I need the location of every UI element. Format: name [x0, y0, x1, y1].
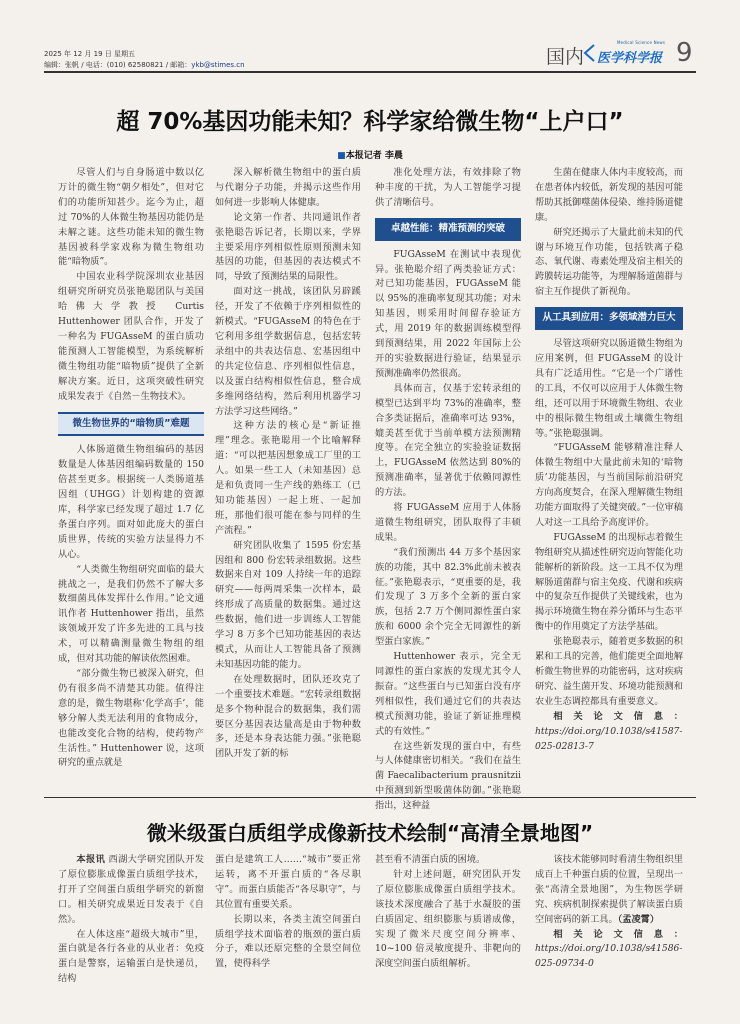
paragraph: 在这些新发现的蛋白中，有些与人体健康密切相关。“我们在益生菌 Faecalibacterium prausnitzii 中预测到新型吸菌体防御。”张艳聪指出，这种益: [375, 740, 521, 812]
article2-column-2: [215, 853, 361, 972]
paragraph: 中国农业科学院深圳农业基因组研究所研究员张艳聪团队与美国哈佛大学教授 Curtis Huttenhower 团队合作，开发了一种名为 FUGAsseM 的蛋白质功能预测人工智能模型，为系统解析微生物组功能“暗物质”提供了全新解决方案。近日，这项突破性研究成果发表于《自然－生物技术》。: [58, 271, 204, 402]
article2-column-4: [535, 853, 683, 972]
lead-label: 本报讯: [76, 854, 106, 865]
article1-column-2: [215, 166, 361, 762]
brand-small: Medical Science News: [617, 40, 666, 45]
page-number: 9: [676, 38, 693, 68]
reference: [535, 928, 683, 973]
dateline: 2025 年 12 月 19 日 星期五: [44, 50, 135, 58]
article2-headline: 微米级蛋白质组学成像新技术绘制“高清全景地图”: [146, 821, 594, 845]
paragraph: 长期以来，各类主流空间蛋白质组学技术面临着的瓶颈的蛋白质分子，难以还原完整的全景空间位置，使得科学: [215, 913, 361, 970]
editor-email: ykb@stimes.cn: [191, 61, 245, 69]
subhead-performance: 卓越性能：精准预测的突破: [375, 218, 521, 241]
paragraph: 在人体这座“超级大城市”里，蛋白就是各行各业的从业者：免疫蛋白是警察，运输蛋白是快递员，结构: [58, 928, 204, 985]
paragraph: FUGAsseM 在测试中表现优异。张艳聪介绍了两类验证方式：对已知功能基因，FUGAsseM 能以 95%的准确率复现其功能；对未知基因，则采用时间留存验证方式，用 2019 年的数据训练模型得到预测结果，用 2022 年国际上公开的实验数据进行验证，结果显示预测准确率仍然很高。: [375, 248, 521, 379]
paragraph: 这种方法的核心是“新证推理”理念。张艳聪用一个比喻解释道：“可以把基因想象成工厂里的工人。如果一些工人（未知基因）总是和负责同一生产线的熟练工（已知功能基因）一起上班、一起加班，那他们很可能在参与同样的生产流程。”: [215, 420, 361, 536]
reference-link[interactable]: https://doi.org/10.1038/s41587-025-02813-7: [535, 725, 683, 752]
paragraph: 研究还揭示了大量此前未知的代谢与环境互作功能，包括铁离子稳态、氧代谢、毒素处理及宿主相关的跨膜转运功能等，为理解肠道菌群与宿主互作提供了新视角。: [535, 226, 683, 298]
paragraph: 张艳聪表示，随着更多数据的积累和工具的完善，他们能更全面地解析微生物世界的功能密码，这对疾病研究、益生菌开发、环境功能预测和农业生态调控都具有重要意义。: [535, 636, 683, 707]
article1-column-4: [535, 166, 683, 754]
paragraph: 在处理数据时，团队还攻克了一个重要技术难题。“宏转录组数据是多个物种混合的数据集，我们需要区分基因表达量高是由于物种数多，还是本身表达能力强。”张艳聪团队开发了新的标: [215, 673, 361, 760]
reference: [535, 710, 683, 755]
paragraph: Huttenhower 表示，完全无同源性的蛋白家族的发现尤其令人振奋。“这些蛋白与已知蛋白没有序列相似性，我们通过它们的共表达模式预测功能，验证了新证推理模式的有效性。”: [375, 651, 521, 737]
paragraph: 具体而言，仅基于宏转录组的模型已达到平均 73%的准确率，整合多类证据后，准确率可达 93%，媲美甚至优于当前单模方法预测精度等。在完全独立的实验验证数据上，FUGAsseM 依然达到 80%的预测准确率，显著优于依赖同源性的方法。: [375, 382, 521, 499]
article1-column-1: [58, 166, 204, 771]
paragraph: “FUGAsseM 能够精准注释人体微生物组中大量此前未知的‘暗物质’功能基因，与当前国际前沿研究方向高度契合，在深入理解微生物组功能方面取得了关键突破。”一位审稿人对这一工具给予高度评价。: [535, 442, 683, 528]
article1-byline: [44, 148, 696, 161]
subhead-dark-matter: 微生物世界的“暗物质”难题: [58, 412, 204, 437]
paragraph: 蛋白是建筑工人……“城市”要正常运转，离不开蛋白质的“各尽职守”。而蛋白质能否“各尽职守”，与其位置有重要关系。: [215, 854, 361, 910]
paragraph: 尽管人们与自身肠道中数以亿万计的微生物“朝夕相处”，但对它们的功能所知甚少。迄今为止，超过 70%的人体微生物基因功能仍是未解之谜。这些功能未知的微生物基因被科学家戏称为微生物组功能“暗物质”。: [58, 167, 204, 268]
section-bracket-icon: [583, 44, 595, 62]
signature: （孟凌霄）: [617, 913, 660, 925]
reference-label: 相关论文信息：: [553, 710, 683, 722]
editor-line: [44, 60, 245, 71]
article2-column-3: [375, 853, 521, 972]
reference-link[interactable]: https://doi.org/10.1038/s41586-025-09734-0: [535, 943, 683, 970]
paragraph: 研究团队收集了 1595 份宏基因组和 800 份宏转录组数据。这些数据来自对 109 人持续一年的追踪研究——每两周采集一次样本，最终形成了高质量的数据集。通过这些数据，他们进一步训练人工智能学习 8 万多个已知功能基因的表达模式，从而让人工智能具备了预测未知基因功能的能力。: [215, 539, 361, 670]
reference-label: 相关论文信息：: [553, 928, 683, 940]
article-divider: [44, 797, 696, 798]
article1-column-3: [375, 166, 521, 814]
byline-bullet-icon: ■: [337, 151, 346, 161]
section-label: 国内: [546, 46, 585, 68]
paragraph: 准化处理方法，有效排除了物种丰度的干扰，为人工智能学习提供了清晰信号。: [375, 167, 521, 208]
article1-headline: 超 70%基因功能未知？科学家给微生物“上户口”: [116, 109, 624, 135]
paragraph: FUGAsseM 的出现标志着微生物组研究从描述性研究迈向智能化功能解析的新阶段。这一工具不仅为理解肠道菌群与宿主免疫、代谢和疾病中的复杂互作提供了关键线索，也为揭示环境微生物在养分循环与生态平衡中的作用奠定了方法学基础。: [535, 531, 683, 633]
paragraph: “人类微生物组研究面临的最大挑战之一，是我们仍然不了解大多数细菌具体发挥什么作用。”论文通讯作者 Huttenhower 指出，虽然该领域开发了许多先进的工具与技术，可以精确测量微生物组的组成，但对其功能的解读依然困难。: [58, 563, 204, 665]
paragraph: 甚至看不清蛋白质的困境。: [375, 854, 486, 865]
lead-text: 西湖大学研究团队开发了原位膨胀成像蛋白质组学技术，打开了空间蛋白质组学研究的新窗口。相关研究成果近日发表于《自然》。: [58, 854, 205, 925]
paragraph: [535, 853, 683, 928]
paragraph: “我们预测出 44 万多个基因家族的功能，其中 82.3%此前未被表征。”张艳聪表示，“更重要的是，我们发现了 3 万多个全新的蛋白家族，包括 2.7 万个侧同源性蛋白家族和 6000 余个完全无同源性的新型蛋白家族。”: [375, 546, 521, 648]
paragraph: 尽管这项研究以肠道微生物组为应用案例，但 FUGAsseM 的设计具有广泛适用性。“它是一个广谱性的工具，不仅可以应用于人体微生物组，还可以用于环境微生物组、农业中的根际微生物组或土壤微生物组等。”张艳聪强调。: [535, 338, 683, 439]
paragraph: 针对上述问题，研究团队开发了原位膨胀成像蛋白质组学技术。该技术深度融合了基于水凝胶的蛋白质固定、组织膨胀与质谱成像，实现了微米尺度空间分辨率、10~100 倍灵敏度提升、非靶向的深度空间蛋白质组解析。: [375, 868, 521, 970]
paragraph: “部分微生物已被深入研究，但仍有很多尚不清楚其功能。值得注意的是，微生物堪称‘化学高手’，能够分解人类无法利用的食物成分，也能改变化合物的结构，使药物产生活性。” Huttenhower 说，这项研究的重点就是: [58, 668, 204, 769]
paragraph: 深入解析微生物组中的蛋白质与代谢分子功能，并揭示这些作用如何进一步影响人体健康。: [215, 167, 361, 208]
paragraph: 生菌在健康人体内丰度较高，而在患者体内较低，新发现的基因可能帮助其抵御噬菌体侵染、维持肠道健康。: [535, 167, 683, 223]
paragraph: [58, 853, 204, 928]
paragraph: 人体肠道微生物组编码的基因数量是人体基因组编码数量的 150 倍甚至更多。根据统一人类肠道基因组（UHGG）计划构建的资源库，科学家已经发现了超过 1.7 亿条蛋白序列。面对如此庞大的蛋白质世界，传统的实验方法显得力不从心。: [58, 444, 204, 560]
header-rule: [44, 71, 696, 73]
paragraph: 将 FUGAsseM 应用于人体肠道微生物组研究，团队取得了丰硕成果。: [375, 502, 521, 543]
byline-text: 本报记者 李晨: [345, 151, 403, 161]
editor-prefix: 编辑：张帆 / 电话：(010) 62580821 / 邮箱：: [44, 61, 192, 69]
paragraph-text: 该技术能够同时看清生物组织里成百上千种蛋白质的位置，呈现出一张“高清全景地图”，为生物医学研究、疾病机制探索提供了解读蛋白质空间密码的新工具。: [535, 854, 683, 925]
paragraph: 面对这一挑战，该团队另辟蹊径，开发了不依赖于序列相似性的新模式。“FUGAsseM 的特色在于它利用多组学数据信息，包括宏转录组中的共表达信息、宏基因组中的共定位信息、序列相似性信息，以及蛋白结构相似性信息，整合成多维网络结构，然后利用机器学习方法学习这些网络。”: [215, 286, 361, 417]
article2-column-1: [58, 853, 204, 987]
paragraph: 论文第一作者、共同通讯作者张艳聪告诉记者，长期以来，学界主要采用序列相似性原则预测未知基因的功能，但基因的表达模式不同，导致了预测结果的局限性。: [215, 211, 361, 283]
subhead-applications: 从工具到应用：多领域潜力巨大: [535, 307, 683, 330]
masthead-info: [44, 49, 245, 71]
brand-main: 医学科学报: [597, 51, 663, 66]
